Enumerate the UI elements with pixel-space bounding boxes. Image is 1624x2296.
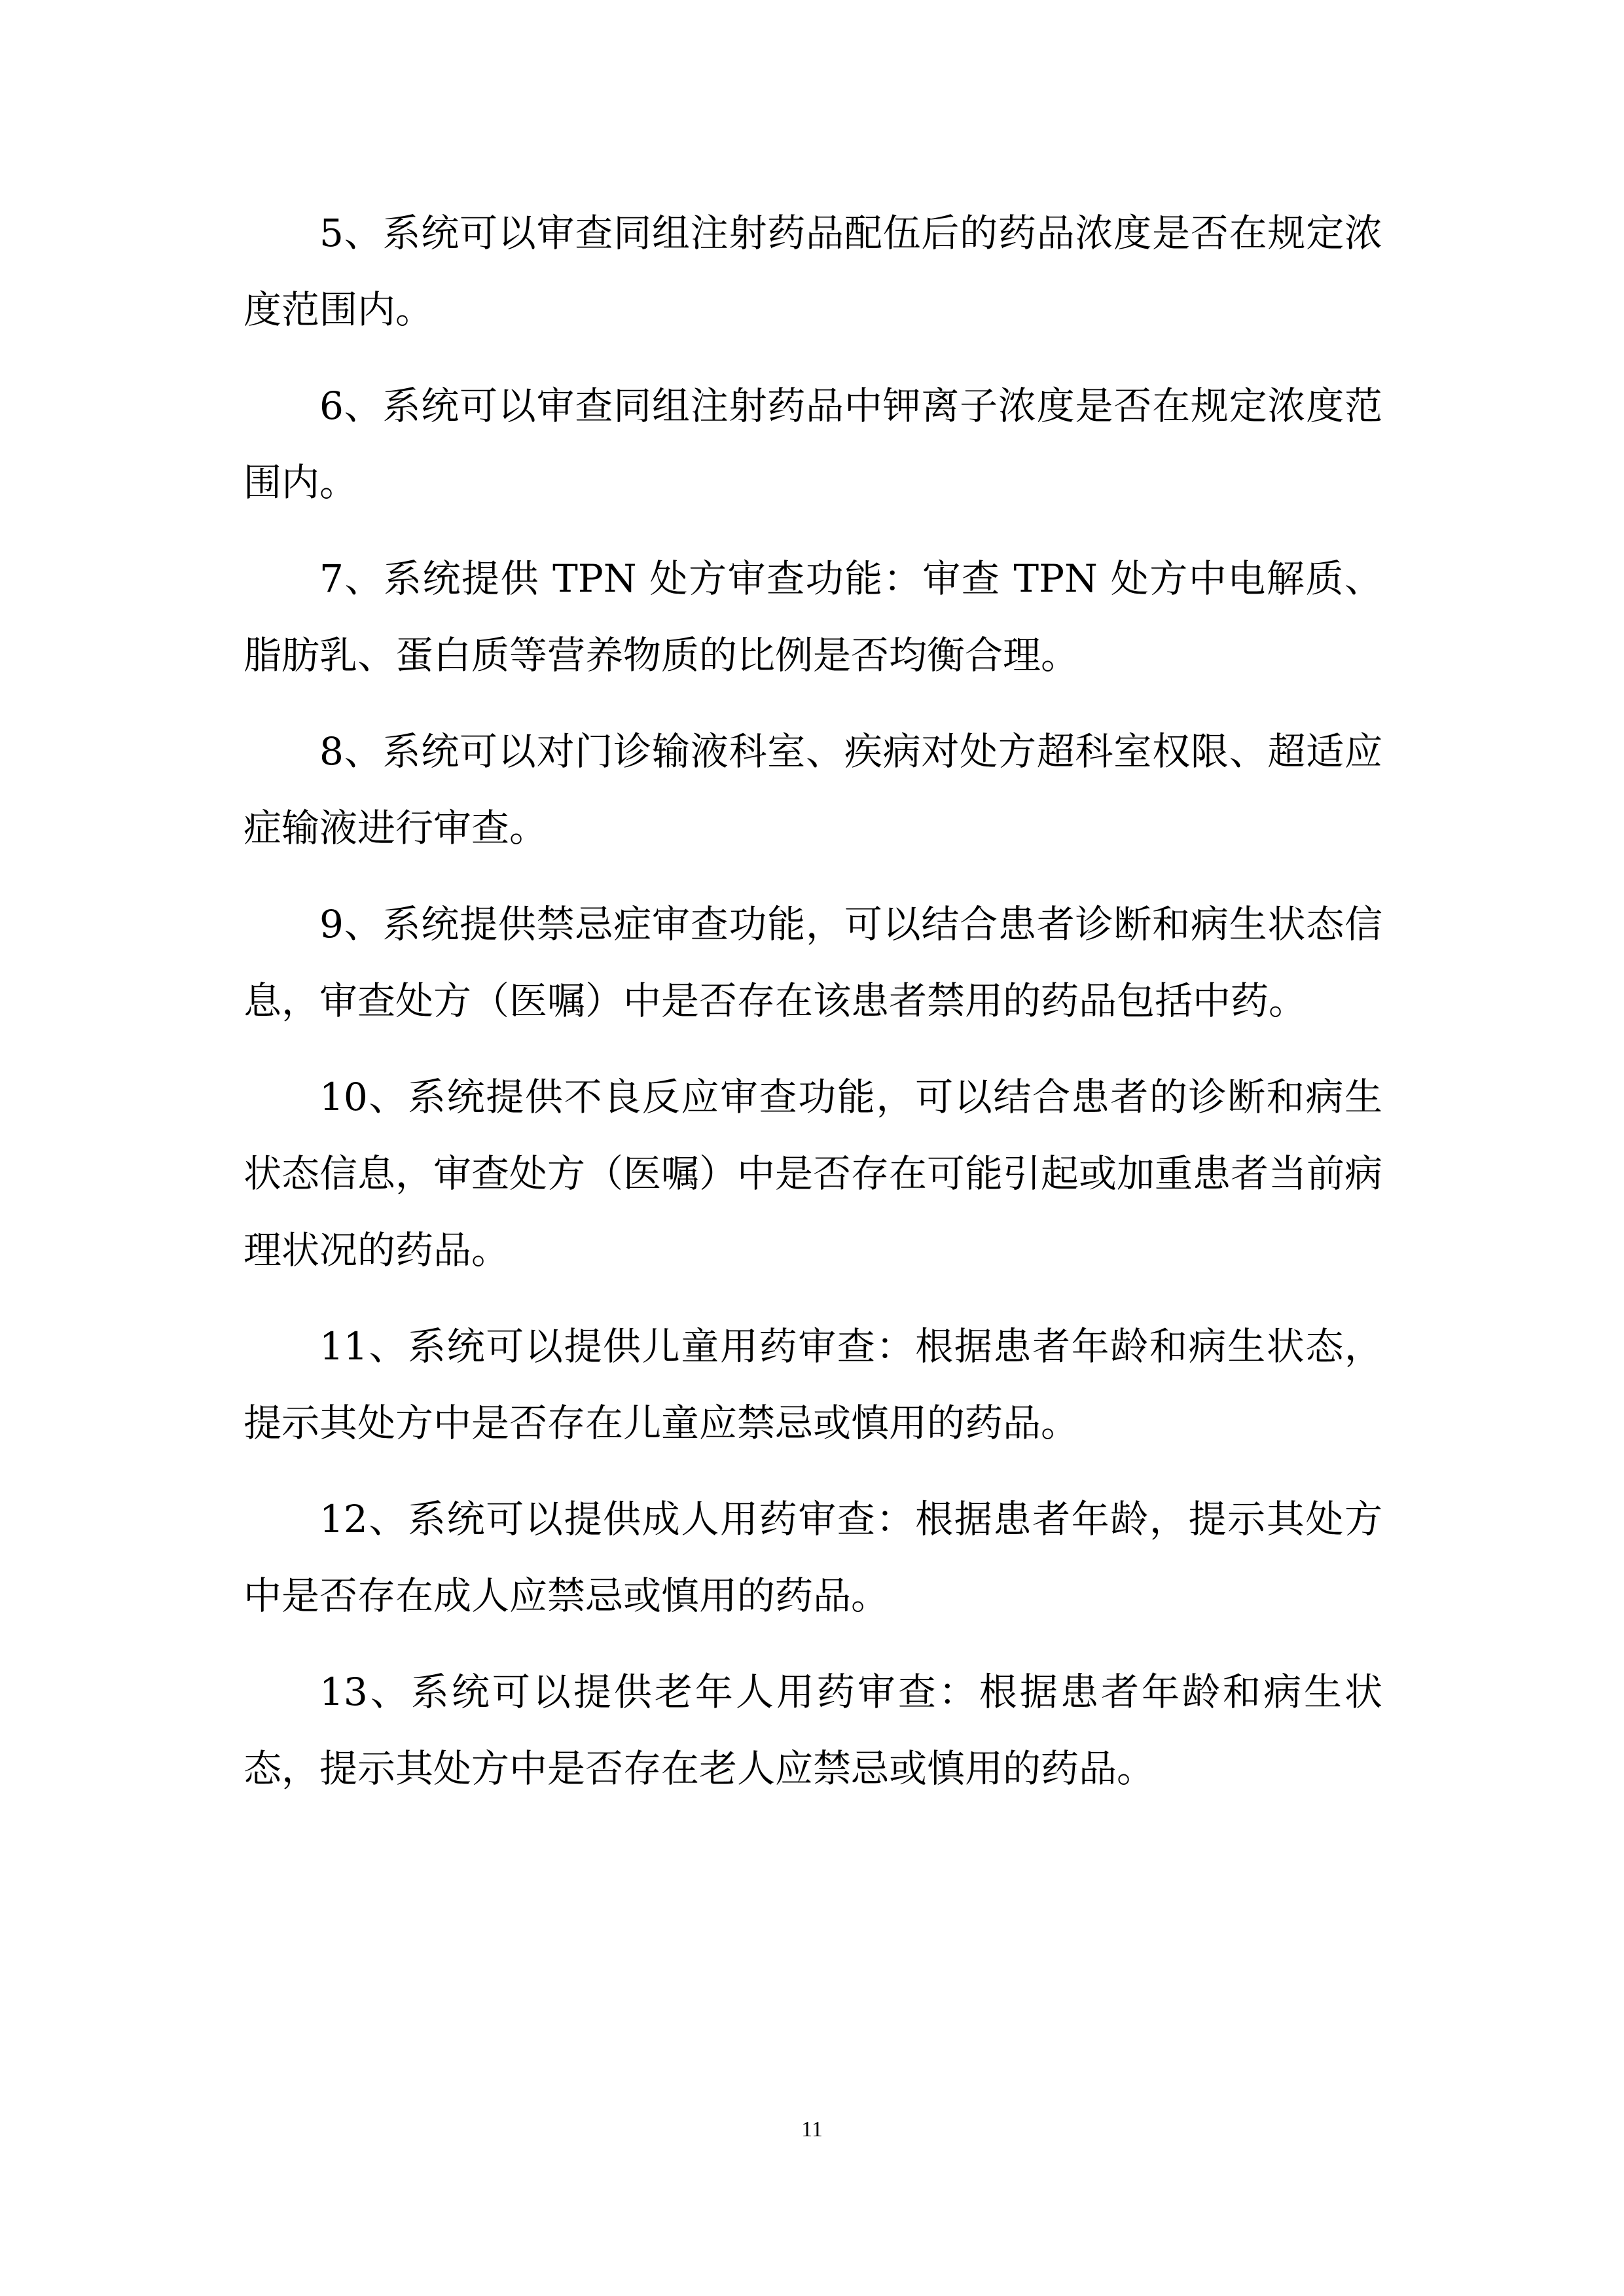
paragraph-item-13: 13、系统可以提供老年人用药审查：根据患者年龄和病生状态，提示其处方中是否存在老人应禁忌或慎用的药品。 — [244, 1670, 1382, 1791]
paragraph-item-8: 8、系统可以对门诊输液科室、疾病对处方超科室权限、超适应症输液进行审查。 — [244, 729, 1382, 850]
paragraph-item-5: 5、系统可以审查同组注射药品配伍后的药品浓度是否在规定浓度范围内。 — [244, 211, 1382, 332]
paragraph-item-10: 10、系统提供不良反应审查功能，可以结合患者的诊断和病生状态信息，审查处方（医嘱）中是否存在可能引起或加重患者当前病理状况的药品。 — [244, 1075, 1383, 1272]
paragraph-item-7: 7、系统提供 TPN 处方审查功能：审查 TPN 处方中电解质、脂肪乳、蛋白质等营养物质的比例是否均衡合理。 — [244, 556, 1382, 677]
document-body — [244, 195, 1382, 1827]
paragraph-item-9: 9、系统提供禁忌症审查功能，可以结合患者诊断和病生状态信息，审查处方（医嘱）中是否存在该患者禁用的药品包括中药。 — [244, 902, 1382, 1023]
paragraph-item-6: 6、系统可以审查同组注射药品中钾离子浓度是否在规定浓度范围内。 — [244, 384, 1382, 505]
paragraph-item-12: 12、系统可以提供成人用药审查：根据患者年龄，提示其处方中是否存在成人应禁忌或慎用的药品。 — [244, 1497, 1382, 1618]
paragraph-item-11: 11、系统可以提供儿童用药审查：根据患者年龄和病生状态，提示其处方中是否存在儿童应禁忌或慎用的药品。 — [244, 1324, 1382, 1445]
page-number: 11 — [801, 2117, 823, 2142]
